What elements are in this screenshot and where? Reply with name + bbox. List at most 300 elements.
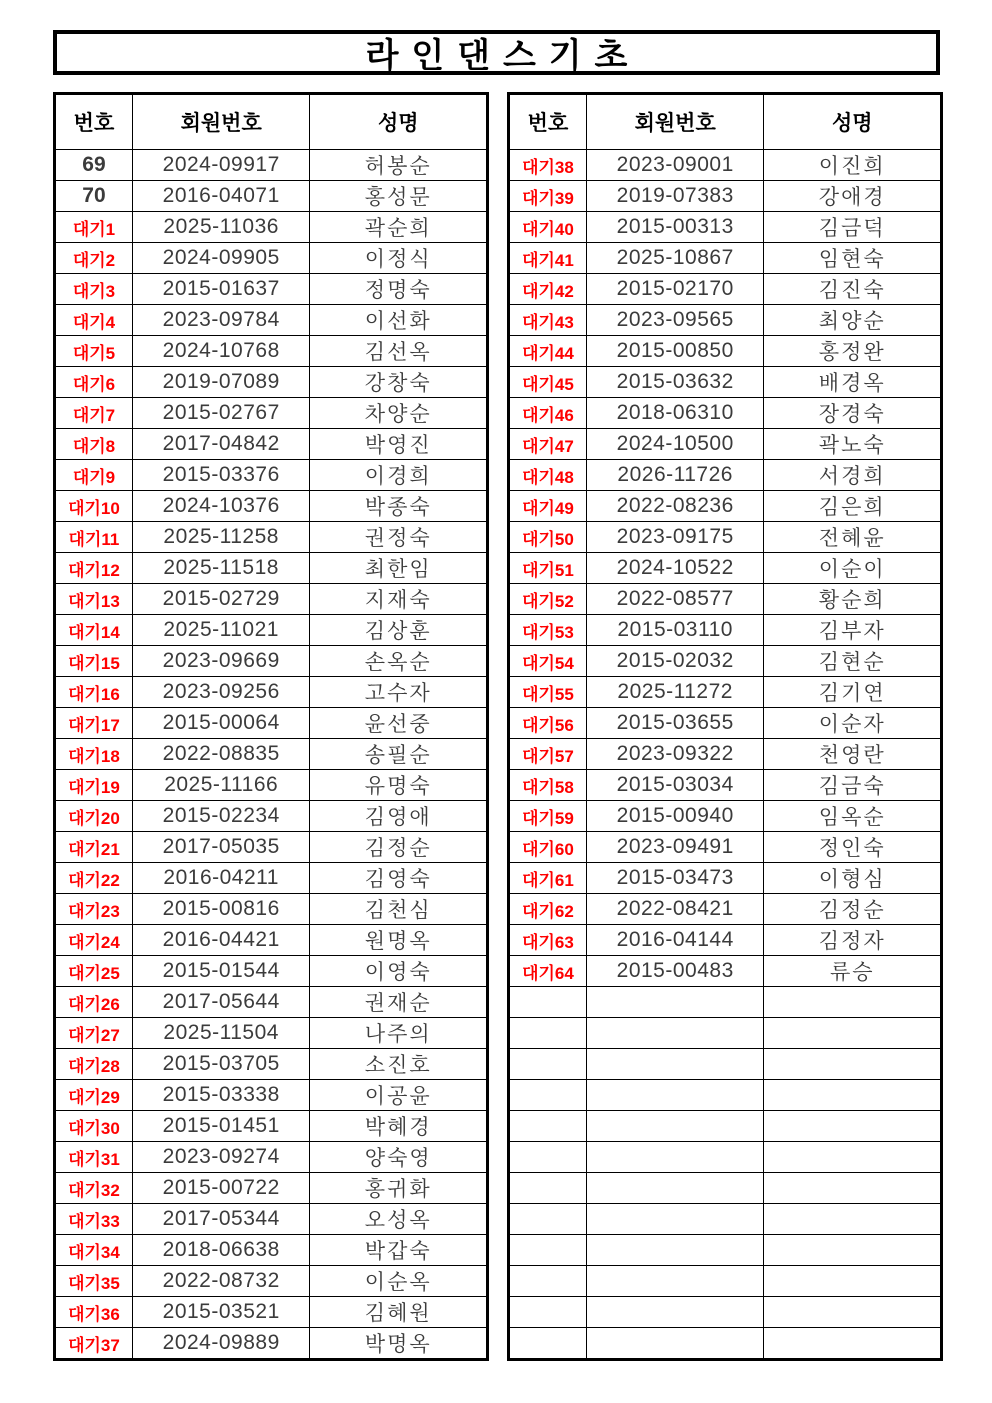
member-name-cell: 박영진 [310, 429, 488, 460]
row-number-cell: 대기22 [55, 863, 133, 894]
member-number-cell: 2023-09322 [586, 739, 764, 770]
member-name-cell: 홍정완 [764, 336, 942, 367]
member-name-cell: 권재순 [310, 987, 488, 1018]
member-name-cell-empty [764, 1173, 942, 1204]
member-name-cell-empty [764, 1111, 942, 1142]
member-number-cell: 2024-10376 [132, 491, 310, 522]
member-number-cell-empty [586, 1328, 764, 1360]
member-name-cell: 이경희 [310, 460, 488, 491]
row-number-cell: 대기30 [55, 1111, 133, 1142]
member-name-cell: 배경옥 [764, 367, 942, 398]
row-number-cell: 대기43 [509, 305, 587, 336]
member-number-cell-empty [586, 1080, 764, 1111]
table-row [55, 615, 488, 646]
table-row [509, 274, 942, 305]
member-number-cell-empty [586, 1049, 764, 1080]
row-number-cell: 대기46 [509, 398, 587, 429]
row-number-cell: 대기32 [55, 1173, 133, 1204]
member-name-cell: 김선옥 [310, 336, 488, 367]
row-number-cell: 대기33 [55, 1204, 133, 1235]
header-row [509, 94, 942, 150]
member-table-left [53, 92, 489, 1361]
member-number-cell-empty [586, 1266, 764, 1297]
member-name-cell-empty [764, 1204, 942, 1235]
row-number-cell: 대기60 [509, 832, 587, 863]
row-number-cell: 대기61 [509, 863, 587, 894]
table-row [55, 925, 488, 956]
row-number-cell: 대기24 [55, 925, 133, 956]
member-name-cell-empty [764, 1080, 942, 1111]
row-number-cell: 대기31 [55, 1142, 133, 1173]
member-number-cell-empty [586, 1111, 764, 1142]
member-number-cell: 2017-05644 [132, 987, 310, 1018]
table-row [509, 336, 942, 367]
member-table-right [507, 92, 943, 1361]
member-name-cell: 박혜경 [310, 1111, 488, 1142]
member-name-cell: 임현숙 [764, 243, 942, 274]
member-number-cell: 2015-03338 [132, 1080, 310, 1111]
table-row [55, 1142, 488, 1173]
column-header-name: 성명 [310, 94, 488, 150]
member-name-cell: 이형심 [764, 863, 942, 894]
table-row [55, 336, 488, 367]
member-name-cell: 곽노숙 [764, 429, 942, 460]
member-number-cell: 2023-09001 [586, 150, 764, 181]
member-number-cell: 2025-11518 [132, 553, 310, 584]
member-number-cell: 2022-08732 [132, 1266, 310, 1297]
column-header-member-no: 회원번호 [586, 94, 764, 150]
member-number-cell: 2015-03655 [586, 708, 764, 739]
member-name-cell: 소진호 [310, 1049, 488, 1080]
member-number-cell: 2022-08577 [586, 584, 764, 615]
member-name-cell: 윤선중 [310, 708, 488, 739]
empty-table-row [509, 1080, 942, 1111]
table-row [509, 925, 942, 956]
member-number-cell: 2015-02767 [132, 398, 310, 429]
row-number-cell: 대기29 [55, 1080, 133, 1111]
row-number-cell: 대기57 [509, 739, 587, 770]
member-number-cell: 2023-09784 [132, 305, 310, 336]
row-number-cell: 대기49 [509, 491, 587, 522]
member-number-cell: 2015-03034 [586, 770, 764, 801]
table-row [55, 708, 488, 739]
row-number-cell: 대기10 [55, 491, 133, 522]
table-row [55, 243, 488, 274]
member-number-cell: 2025-11272 [586, 677, 764, 708]
table-row [55, 863, 488, 894]
member-number-cell: 2015-03473 [586, 863, 764, 894]
table-row [55, 1111, 488, 1142]
member-name-cell: 박갑숙 [310, 1235, 488, 1266]
member-name-cell: 박명옥 [310, 1328, 488, 1360]
member-number-cell: 2017-05035 [132, 832, 310, 863]
member-number-cell: 2015-00816 [132, 894, 310, 925]
member-number-cell: 2025-10867 [586, 243, 764, 274]
member-number-cell: 2022-08835 [132, 739, 310, 770]
member-name-cell: 김정순 [310, 832, 488, 863]
table-row [55, 584, 488, 615]
member-name-cell: 고수자 [310, 677, 488, 708]
page-title: 라인댄스기초 [365, 37, 641, 75]
member-number-cell: 2015-03376 [132, 460, 310, 491]
member-name-cell: 김혜원 [310, 1297, 488, 1328]
member-name-cell: 허봉순 [310, 150, 488, 181]
empty-table-row [509, 987, 942, 1018]
member-name-cell: 김상훈 [310, 615, 488, 646]
table-row [55, 677, 488, 708]
row-number-cell: 대기54 [509, 646, 587, 677]
member-number-cell: 2025-11021 [132, 615, 310, 646]
row-number-cell-empty [509, 1204, 587, 1235]
member-number-cell: 2015-03705 [132, 1049, 310, 1080]
table-row [509, 305, 942, 336]
row-number-cell: 69 [55, 150, 133, 181]
member-number-cell: 2025-11504 [132, 1018, 310, 1049]
row-number-cell-empty [509, 987, 587, 1018]
row-number-cell: 대기41 [509, 243, 587, 274]
member-number-cell: 2023-09565 [586, 305, 764, 336]
member-name-cell: 서경희 [764, 460, 942, 491]
empty-table-row [509, 1111, 942, 1142]
table-row [55, 1173, 488, 1204]
row-number-cell: 대기20 [55, 801, 133, 832]
row-number-cell: 대기40 [509, 212, 587, 243]
row-number-cell: 대기14 [55, 615, 133, 646]
member-number-cell: 2015-02032 [586, 646, 764, 677]
row-number-cell: 대기19 [55, 770, 133, 801]
table-row [509, 522, 942, 553]
row-number-cell-empty [509, 1080, 587, 1111]
member-number-cell: 2015-00483 [586, 956, 764, 987]
row-number-cell: 대기42 [509, 274, 587, 305]
member-number-cell-empty [586, 987, 764, 1018]
empty-table-row [509, 1266, 942, 1297]
empty-table-row [509, 1018, 942, 1049]
member-number-cell: 2019-07089 [132, 367, 310, 398]
member-number-cell: 2024-09905 [132, 243, 310, 274]
row-number-cell: 대기44 [509, 336, 587, 367]
row-number-cell: 대기28 [55, 1049, 133, 1080]
member-name-cell: 황순희 [764, 584, 942, 615]
row-number-cell: 대기62 [509, 894, 587, 925]
member-name-cell-empty [764, 1266, 942, 1297]
member-name-cell: 천영란 [764, 739, 942, 770]
member-name-cell: 송필순 [310, 739, 488, 770]
member-number-cell: 2015-03521 [132, 1297, 310, 1328]
member-number-cell: 2015-01451 [132, 1111, 310, 1142]
row-number-cell: 대기7 [55, 398, 133, 429]
member-number-cell: 2025-11166 [132, 770, 310, 801]
table-row [55, 1080, 488, 1111]
member-name-cell: 전혜윤 [764, 522, 942, 553]
table-row [509, 832, 942, 863]
row-number-cell: 대기15 [55, 646, 133, 677]
row-number-cell-empty [509, 1328, 587, 1360]
row-number-cell: 대기58 [509, 770, 587, 801]
row-number-cell-empty [509, 1049, 587, 1080]
column-header-name: 성명 [764, 94, 942, 150]
row-number-cell-empty [509, 1142, 587, 1173]
member-name-cell: 임옥순 [764, 801, 942, 832]
member-name-cell: 강창숙 [310, 367, 488, 398]
member-name-cell: 박종숙 [310, 491, 488, 522]
member-name-cell: 김정자 [764, 925, 942, 956]
member-number-cell: 2015-03632 [586, 367, 764, 398]
member-name-cell-empty [764, 1049, 942, 1080]
member-number-cell: 2024-09917 [132, 150, 310, 181]
table-row [55, 460, 488, 491]
row-number-cell: 대기13 [55, 584, 133, 615]
member-name-cell: 정인숙 [764, 832, 942, 863]
member-name-cell: 김정순 [764, 894, 942, 925]
member-number-cell: 2015-00722 [132, 1173, 310, 1204]
table-row [509, 646, 942, 677]
row-number-cell-empty [509, 1266, 587, 1297]
row-number-cell: 대기21 [55, 832, 133, 863]
member-name-cell: 강애경 [764, 181, 942, 212]
table-row [509, 708, 942, 739]
row-number-cell: 대기38 [509, 150, 587, 181]
member-name-cell: 이공윤 [310, 1080, 488, 1111]
member-name-cell: 류승 [764, 956, 942, 987]
table-row [55, 212, 488, 243]
row-number-cell: 대기11 [55, 522, 133, 553]
table-row [55, 491, 488, 522]
member-number-cell-empty [586, 1297, 764, 1328]
row-number-cell: 대기52 [509, 584, 587, 615]
member-number-cell: 2018-06310 [586, 398, 764, 429]
table-row [55, 1204, 488, 1235]
row-number-cell-empty [509, 1297, 587, 1328]
table-row [509, 739, 942, 770]
row-number-cell: 대기64 [509, 956, 587, 987]
member-number-cell: 2015-00313 [586, 212, 764, 243]
member-number-cell: 2023-09175 [586, 522, 764, 553]
table-row [55, 1266, 488, 1297]
table-row [509, 429, 942, 460]
member-name-cell: 최한임 [310, 553, 488, 584]
tables-container [53, 92, 943, 1361]
table-row [509, 553, 942, 584]
column-header-number: 번호 [55, 94, 133, 150]
table-row [55, 274, 488, 305]
row-number-cell-empty [509, 1173, 587, 1204]
row-number-cell: 대기47 [509, 429, 587, 460]
member-number-cell: 2017-04842 [132, 429, 310, 460]
header-row [55, 94, 488, 150]
table-row [509, 398, 942, 429]
member-number-cell: 2025-11258 [132, 522, 310, 553]
table-row [509, 491, 942, 522]
row-number-cell-empty [509, 1235, 587, 1266]
member-name-cell: 김영애 [310, 801, 488, 832]
row-number-cell: 대기39 [509, 181, 587, 212]
row-number-cell: 대기59 [509, 801, 587, 832]
table-row [509, 150, 942, 181]
row-number-cell: 대기55 [509, 677, 587, 708]
table-row [509, 801, 942, 832]
row-number-cell: 대기37 [55, 1328, 133, 1360]
row-number-cell: 대기35 [55, 1266, 133, 1297]
member-name-cell-empty [764, 987, 942, 1018]
member-number-cell: 2016-04144 [586, 925, 764, 956]
member-name-cell: 김영숙 [310, 863, 488, 894]
member-number-cell-empty [586, 1018, 764, 1049]
member-name-cell: 홍성문 [310, 181, 488, 212]
member-number-cell: 2019-07383 [586, 181, 764, 212]
member-name-cell-empty [764, 1235, 942, 1266]
member-name-cell: 이진희 [764, 150, 942, 181]
row-number-cell: 대기17 [55, 708, 133, 739]
table-row [55, 770, 488, 801]
member-name-cell: 이정식 [310, 243, 488, 274]
table-row [55, 1328, 488, 1360]
table-row [509, 677, 942, 708]
member-number-cell-empty [586, 1235, 764, 1266]
row-number-cell-empty [509, 1018, 587, 1049]
member-number-cell: 2016-04421 [132, 925, 310, 956]
row-number-cell: 대기34 [55, 1235, 133, 1266]
table-row [55, 553, 488, 584]
table-row [55, 367, 488, 398]
table-row [55, 429, 488, 460]
row-number-cell: 70 [55, 181, 133, 212]
member-name-cell: 장경숙 [764, 398, 942, 429]
table-row [55, 1235, 488, 1266]
member-number-cell: 2023-09274 [132, 1142, 310, 1173]
member-name-cell: 김금덕 [764, 212, 942, 243]
member-name-cell: 나주의 [310, 1018, 488, 1049]
member-number-cell-empty [586, 1142, 764, 1173]
row-number-cell: 대기9 [55, 460, 133, 491]
column-header-member-no: 회원번호 [132, 94, 310, 150]
table-row [55, 181, 488, 212]
member-number-cell: 2017-05344 [132, 1204, 310, 1235]
member-number-cell: 2015-00940 [586, 801, 764, 832]
empty-table-row [509, 1049, 942, 1080]
member-name-cell: 곽순희 [310, 212, 488, 243]
row-number-cell: 대기8 [55, 429, 133, 460]
table-row [55, 987, 488, 1018]
empty-table-row [509, 1328, 942, 1360]
member-name-cell-empty [764, 1297, 942, 1328]
table-row [509, 770, 942, 801]
member-name-cell: 이영숙 [310, 956, 488, 987]
row-number-cell: 대기1 [55, 212, 133, 243]
member-name-cell: 홍귀화 [310, 1173, 488, 1204]
member-number-cell-empty [586, 1204, 764, 1235]
member-name-cell: 이순옥 [310, 1266, 488, 1297]
member-name-cell: 양숙영 [310, 1142, 488, 1173]
table-row [55, 522, 488, 553]
row-number-cell: 대기56 [509, 708, 587, 739]
table-row [55, 1297, 488, 1328]
table-row [509, 894, 942, 925]
member-name-cell-empty [764, 1018, 942, 1049]
member-name-cell: 김부자 [764, 615, 942, 646]
row-number-cell: 대기50 [509, 522, 587, 553]
member-name-cell: 원명옥 [310, 925, 488, 956]
member-name-cell: 김기연 [764, 677, 942, 708]
member-number-cell-empty [586, 1173, 764, 1204]
row-number-cell: 대기63 [509, 925, 587, 956]
table-row [509, 212, 942, 243]
table-row [55, 739, 488, 770]
member-number-cell: 2015-01637 [132, 274, 310, 305]
table-row [509, 956, 942, 987]
member-name-cell: 이순자 [764, 708, 942, 739]
member-number-cell: 2018-06638 [132, 1235, 310, 1266]
member-number-cell: 2015-03110 [586, 615, 764, 646]
member-number-cell: 2023-09491 [586, 832, 764, 863]
member-name-cell: 최양순 [764, 305, 942, 336]
row-number-cell: 대기26 [55, 987, 133, 1018]
row-number-cell: 대기53 [509, 615, 587, 646]
column-header-number: 번호 [509, 94, 587, 150]
row-number-cell: 대기4 [55, 305, 133, 336]
table-row [509, 460, 942, 491]
member-number-cell: 2015-02234 [132, 801, 310, 832]
row-number-cell: 대기18 [55, 739, 133, 770]
member-number-cell: 2023-09256 [132, 677, 310, 708]
table-row [509, 584, 942, 615]
row-number-cell: 대기12 [55, 553, 133, 584]
table-row [509, 863, 942, 894]
member-name-cell: 손옥순 [310, 646, 488, 677]
table-row [55, 801, 488, 832]
member-number-cell: 2024-10522 [586, 553, 764, 584]
empty-table-row [509, 1142, 942, 1173]
member-name-cell: 정명숙 [310, 274, 488, 305]
row-number-cell: 대기6 [55, 367, 133, 398]
member-number-cell: 2015-00850 [586, 336, 764, 367]
row-number-cell: 대기51 [509, 553, 587, 584]
member-number-cell: 2024-10500 [586, 429, 764, 460]
row-number-cell: 대기5 [55, 336, 133, 367]
row-number-cell: 대기36 [55, 1297, 133, 1328]
table-row [55, 1049, 488, 1080]
member-name-cell: 김금숙 [764, 770, 942, 801]
member-number-cell: 2023-09669 [132, 646, 310, 677]
document-title-box [53, 30, 940, 75]
member-name-cell: 김은희 [764, 491, 942, 522]
table-row [55, 398, 488, 429]
member-name-cell: 김진숙 [764, 274, 942, 305]
member-name-cell: 이선화 [310, 305, 488, 336]
table-row [55, 150, 488, 181]
table-row [55, 832, 488, 863]
row-number-cell: 대기2 [55, 243, 133, 274]
member-number-cell: 2025-11036 [132, 212, 310, 243]
member-name-cell: 권정숙 [310, 522, 488, 553]
member-name-cell: 오성옥 [310, 1204, 488, 1235]
table-row [55, 956, 488, 987]
row-number-cell-empty [509, 1111, 587, 1142]
member-number-cell: 2015-02729 [132, 584, 310, 615]
table-row [509, 367, 942, 398]
member-name-cell-empty [764, 1328, 942, 1360]
empty-table-row [509, 1235, 942, 1266]
member-number-cell: 2015-02170 [586, 274, 764, 305]
row-number-cell: 대기3 [55, 274, 133, 305]
member-number-cell: 2026-11726 [586, 460, 764, 491]
table-row [509, 243, 942, 274]
member-name-cell-empty [764, 1142, 942, 1173]
row-number-cell: 대기45 [509, 367, 587, 398]
row-number-cell: 대기23 [55, 894, 133, 925]
row-number-cell: 대기27 [55, 1018, 133, 1049]
table-row [509, 181, 942, 212]
